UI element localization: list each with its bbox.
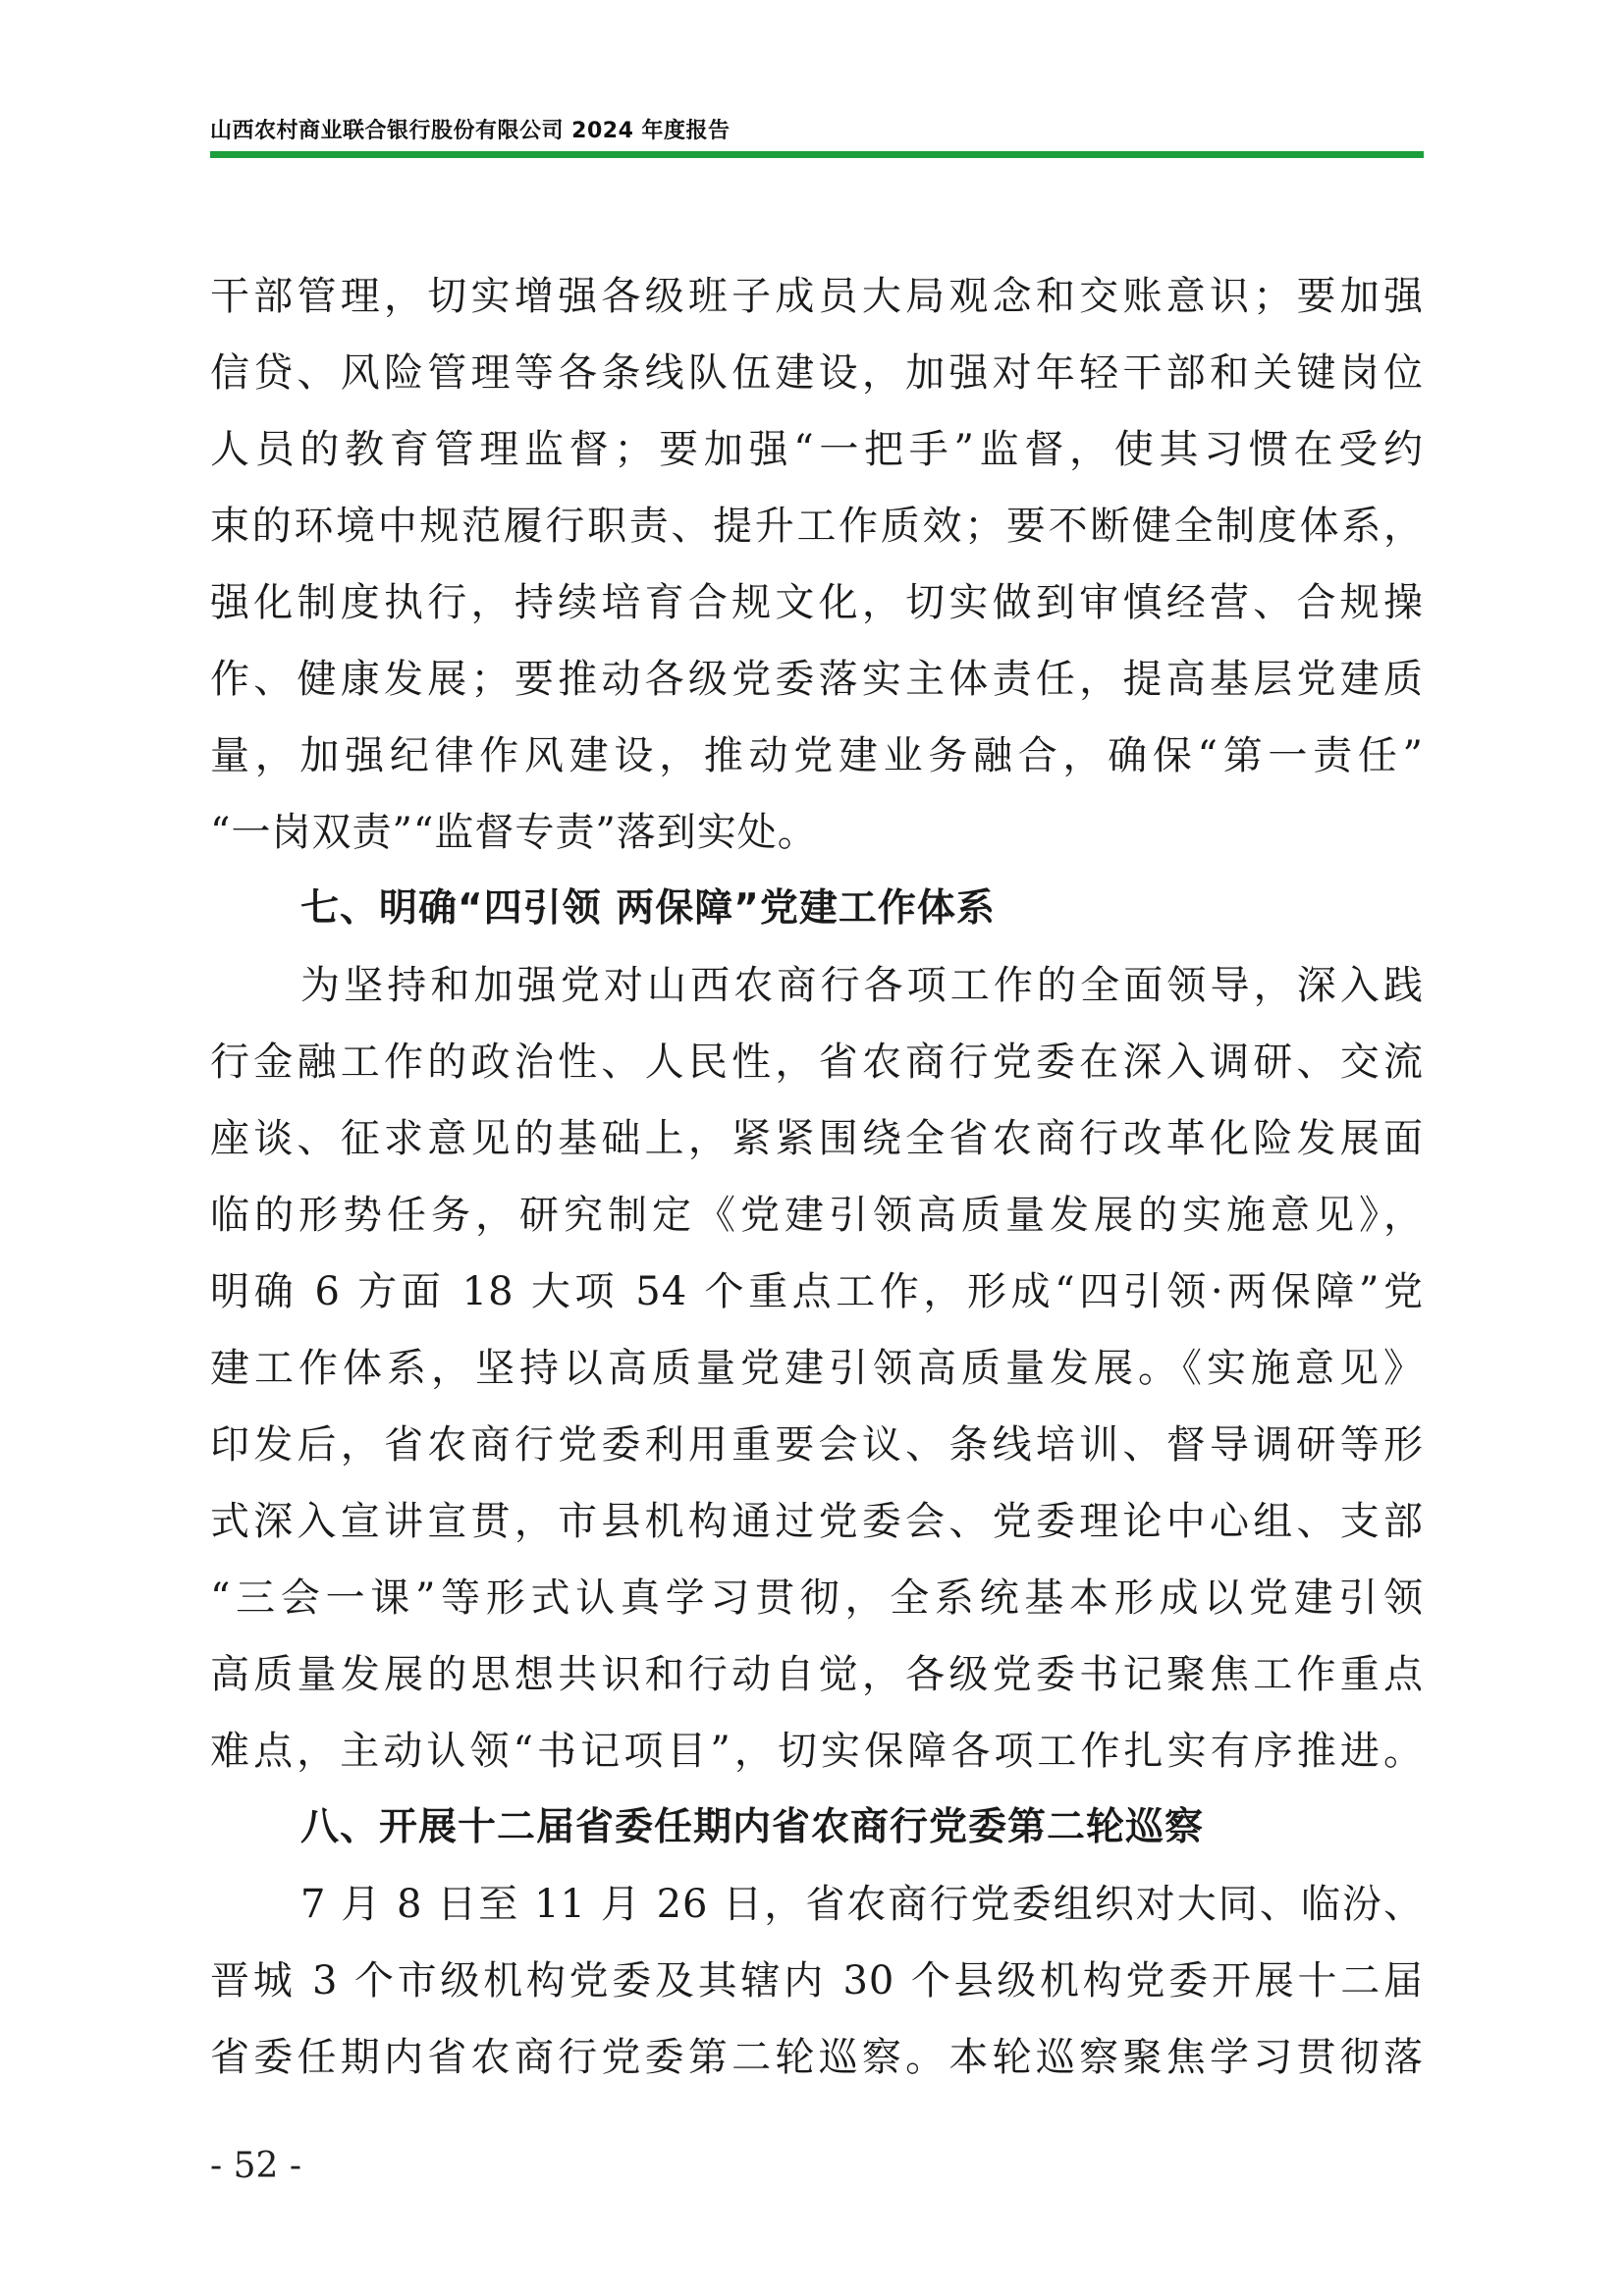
text-line: 座谈、征求意见的基础上，紧紧围绕全省农商行改革化险发展面: [210, 1116, 1424, 1161]
text-line: 束的环境中规范履行职责、提升工作质效；要不断健全制度体系，: [210, 504, 1424, 549]
text-line: 建工作体系，坚持以高质量党建引领高质量发展。《实施意见》: [210, 1346, 1424, 1391]
text-line: 明确 6 方面 18 大项 54 个重点工作，形成“四引领·两保障”党: [210, 1269, 1424, 1314]
document-body: [210, 258, 1424, 2096]
report-title: 山西农村商业联合银行股份有限公司 2024 年度报告: [210, 119, 731, 143]
text-line: 行金融工作的政治性、人民性，省农商行党委在深入调研、交流: [210, 1040, 1424, 1085]
text-line: 7 月 8 日至 11 月 26 日，省农商行党委组织对大同、临汾、: [300, 1882, 1424, 1927]
text-line: 晋城 3 个市级机构党委及其辖内 30 个县级机构党委开展十二届: [210, 1958, 1424, 2003]
text-line: “三会一课”等形式认真学习贯彻，全系统基本形成以党建引领: [210, 1575, 1424, 1621]
text-line: 印发后，省农商行党委利用重要会议、条线培训、督导调研等形: [210, 1422, 1424, 1468]
text-line: 省委任期内省农商行党委第二轮巡察。本轮巡察聚焦学习贯彻落: [210, 2035, 1424, 2080]
paragraph-section-7: [210, 947, 1424, 1789]
text-line: 干部管理，切实增强各级班子成员大局观念和交账意识；要加强: [210, 274, 1424, 319]
text-line: 量，加强纪律作风建设，推动党建业务融合，确保“第一责任”: [210, 733, 1424, 778]
section-heading-8: 八、开展十二届省委任期内省农商行党委第二轮巡察: [300, 1805, 1205, 1849]
text-line: 式深入宣讲宣贯，市县机构通过党委会、党委理论中心组、支部: [210, 1499, 1424, 1544]
section-heading-7: 七、明确“四引领 两保障”党建工作体系: [300, 886, 996, 931]
text-line: 作、健康发展；要推动各级党委落实主体责任，提高基层党建质: [210, 657, 1424, 702]
page-number: - 52 -: [210, 2146, 302, 2186]
text-line: 为坚持和加强党对山西农商行各项工作的全面领导，深入践: [300, 963, 1424, 1008]
text-line: 难点，主动认领“书记项目”，切实保障各项工作扎实有序推进。: [210, 1729, 1424, 1774]
header-divider: [210, 151, 1424, 158]
text-line: 临的形势任务，研究制定《党建引领高质量发展的实施意见》，: [210, 1193, 1424, 1238]
text-line: “一岗双责”“监督专责”落到实处。: [210, 810, 818, 855]
paragraph-cadre-management: [210, 258, 1424, 871]
text-line: 高质量发展的思想共识和行动自觉，各级党委书记聚焦工作重点: [210, 1652, 1424, 1697]
page-header: [210, 114, 1424, 153]
text-line: 强化制度执行，持续培育合规文化，切实做到审慎经营、合规操: [210, 580, 1424, 625]
text-line: 人员的教育管理监督；要加强“一把手”监督，使其习惯在受约: [210, 427, 1424, 472]
text-line: 信贷、风险管理等各条线队伍建设，加强对年轻干部和关键岗位: [210, 350, 1424, 396]
paragraph-section-8: [210, 1866, 1424, 2096]
